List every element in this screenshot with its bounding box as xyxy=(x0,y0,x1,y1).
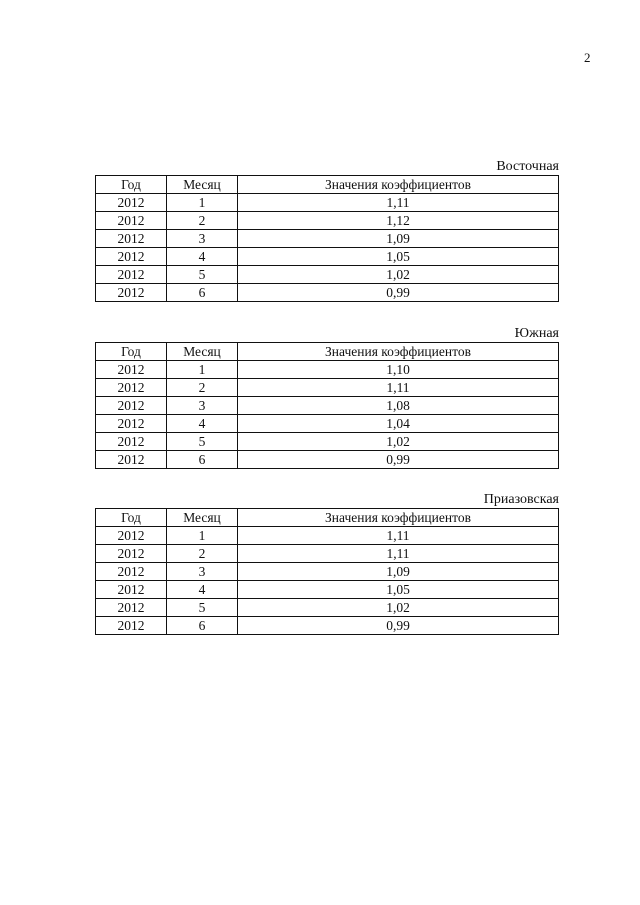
cell-month: 2 xyxy=(167,212,238,230)
cell-value: 1,09 xyxy=(238,563,559,581)
cell-year: 2012 xyxy=(96,266,167,284)
table-header-row xyxy=(96,176,559,194)
cell-month: 3 xyxy=(167,397,238,415)
table-row xyxy=(96,599,559,617)
cell-month: 6 xyxy=(167,617,238,635)
cell-year: 2012 xyxy=(96,379,167,397)
cell-year: 2012 xyxy=(96,433,167,451)
cell-month: 4 xyxy=(167,581,238,599)
cell-year: 2012 xyxy=(96,361,167,379)
page-number: 2 xyxy=(584,50,591,65)
region-section-yuzhnaya xyxy=(95,325,559,469)
cell-value: 1,05 xyxy=(238,581,559,599)
table-row xyxy=(96,284,559,302)
cell-month: 3 xyxy=(167,230,238,248)
cell-year: 2012 xyxy=(96,581,167,599)
table-row xyxy=(96,361,559,379)
table-row xyxy=(96,266,559,284)
cell-value: 1,04 xyxy=(238,415,559,433)
cell-value: 1,10 xyxy=(238,361,559,379)
cell-value: 1,08 xyxy=(238,397,559,415)
cell-year: 2012 xyxy=(96,563,167,581)
cell-value: 1,11 xyxy=(238,545,559,563)
cell-value: 0,99 xyxy=(238,617,559,635)
table-row xyxy=(96,617,559,635)
cell-year: 2012 xyxy=(96,194,167,212)
cell-value: 1,02 xyxy=(238,433,559,451)
cell-month: 1 xyxy=(167,361,238,379)
cell-value: 1,02 xyxy=(238,599,559,617)
column-header-month: Месяц xyxy=(167,509,238,527)
cell-month: 6 xyxy=(167,451,238,469)
cell-month: 1 xyxy=(167,194,238,212)
cell-value: 0,99 xyxy=(238,284,559,302)
coefficients-table xyxy=(95,175,559,302)
table-row xyxy=(96,212,559,230)
region-section-priazovskaya xyxy=(95,491,559,635)
cell-year: 2012 xyxy=(96,212,167,230)
table-row xyxy=(96,379,559,397)
column-header-year: Год xyxy=(96,343,167,361)
region-title: Южная xyxy=(514,326,559,341)
column-header-value: Значения коэффициентов xyxy=(238,343,559,361)
table-row xyxy=(96,545,559,563)
cell-year: 2012 xyxy=(96,599,167,617)
table-header-row xyxy=(96,509,559,527)
cell-year: 2012 xyxy=(96,397,167,415)
cell-month: 4 xyxy=(167,248,238,266)
coefficients-table xyxy=(95,508,559,635)
cell-year: 2012 xyxy=(96,415,167,433)
table-row xyxy=(96,563,559,581)
cell-year: 2012 xyxy=(96,230,167,248)
cell-value: 1,05 xyxy=(238,248,559,266)
column-header-value: Значения коэффициентов xyxy=(238,509,559,527)
table-row xyxy=(96,397,559,415)
cell-month: 5 xyxy=(167,599,238,617)
cell-value: 0,99 xyxy=(238,451,559,469)
table-row xyxy=(96,581,559,599)
cell-month: 1 xyxy=(167,527,238,545)
cell-month: 6 xyxy=(167,284,238,302)
table-header-row xyxy=(96,343,559,361)
cell-value: 1,02 xyxy=(238,266,559,284)
cell-value: 1,12 xyxy=(238,212,559,230)
region-title: Восточная xyxy=(496,159,559,174)
cell-year: 2012 xyxy=(96,527,167,545)
cell-year: 2012 xyxy=(96,451,167,469)
cell-month: 2 xyxy=(167,379,238,397)
column-header-value: Значения коэффициентов xyxy=(238,176,559,194)
region-section-vostochnaya xyxy=(95,158,559,302)
table-row xyxy=(96,415,559,433)
column-header-month: Месяц xyxy=(167,343,238,361)
cell-month: 2 xyxy=(167,545,238,563)
column-header-month: Месяц xyxy=(167,176,238,194)
cell-year: 2012 xyxy=(96,248,167,266)
coefficients-table xyxy=(95,342,559,469)
cell-month: 3 xyxy=(167,563,238,581)
cell-year: 2012 xyxy=(96,545,167,563)
cell-month: 5 xyxy=(167,433,238,451)
cell-month: 4 xyxy=(167,415,238,433)
cell-year: 2012 xyxy=(96,284,167,302)
table-row xyxy=(96,248,559,266)
column-header-year: Год xyxy=(96,509,167,527)
cell-value: 1,11 xyxy=(238,379,559,397)
table-row xyxy=(96,230,559,248)
table-row xyxy=(96,451,559,469)
cell-value: 1,11 xyxy=(238,194,559,212)
cell-month: 5 xyxy=(167,266,238,284)
table-row xyxy=(96,527,559,545)
cell-value: 1,09 xyxy=(238,230,559,248)
cell-year: 2012 xyxy=(96,617,167,635)
region-title: Приазовская xyxy=(483,492,559,507)
column-header-year: Год xyxy=(96,176,167,194)
table-row xyxy=(96,194,559,212)
table-row xyxy=(96,433,559,451)
cell-value: 1,11 xyxy=(238,527,559,545)
